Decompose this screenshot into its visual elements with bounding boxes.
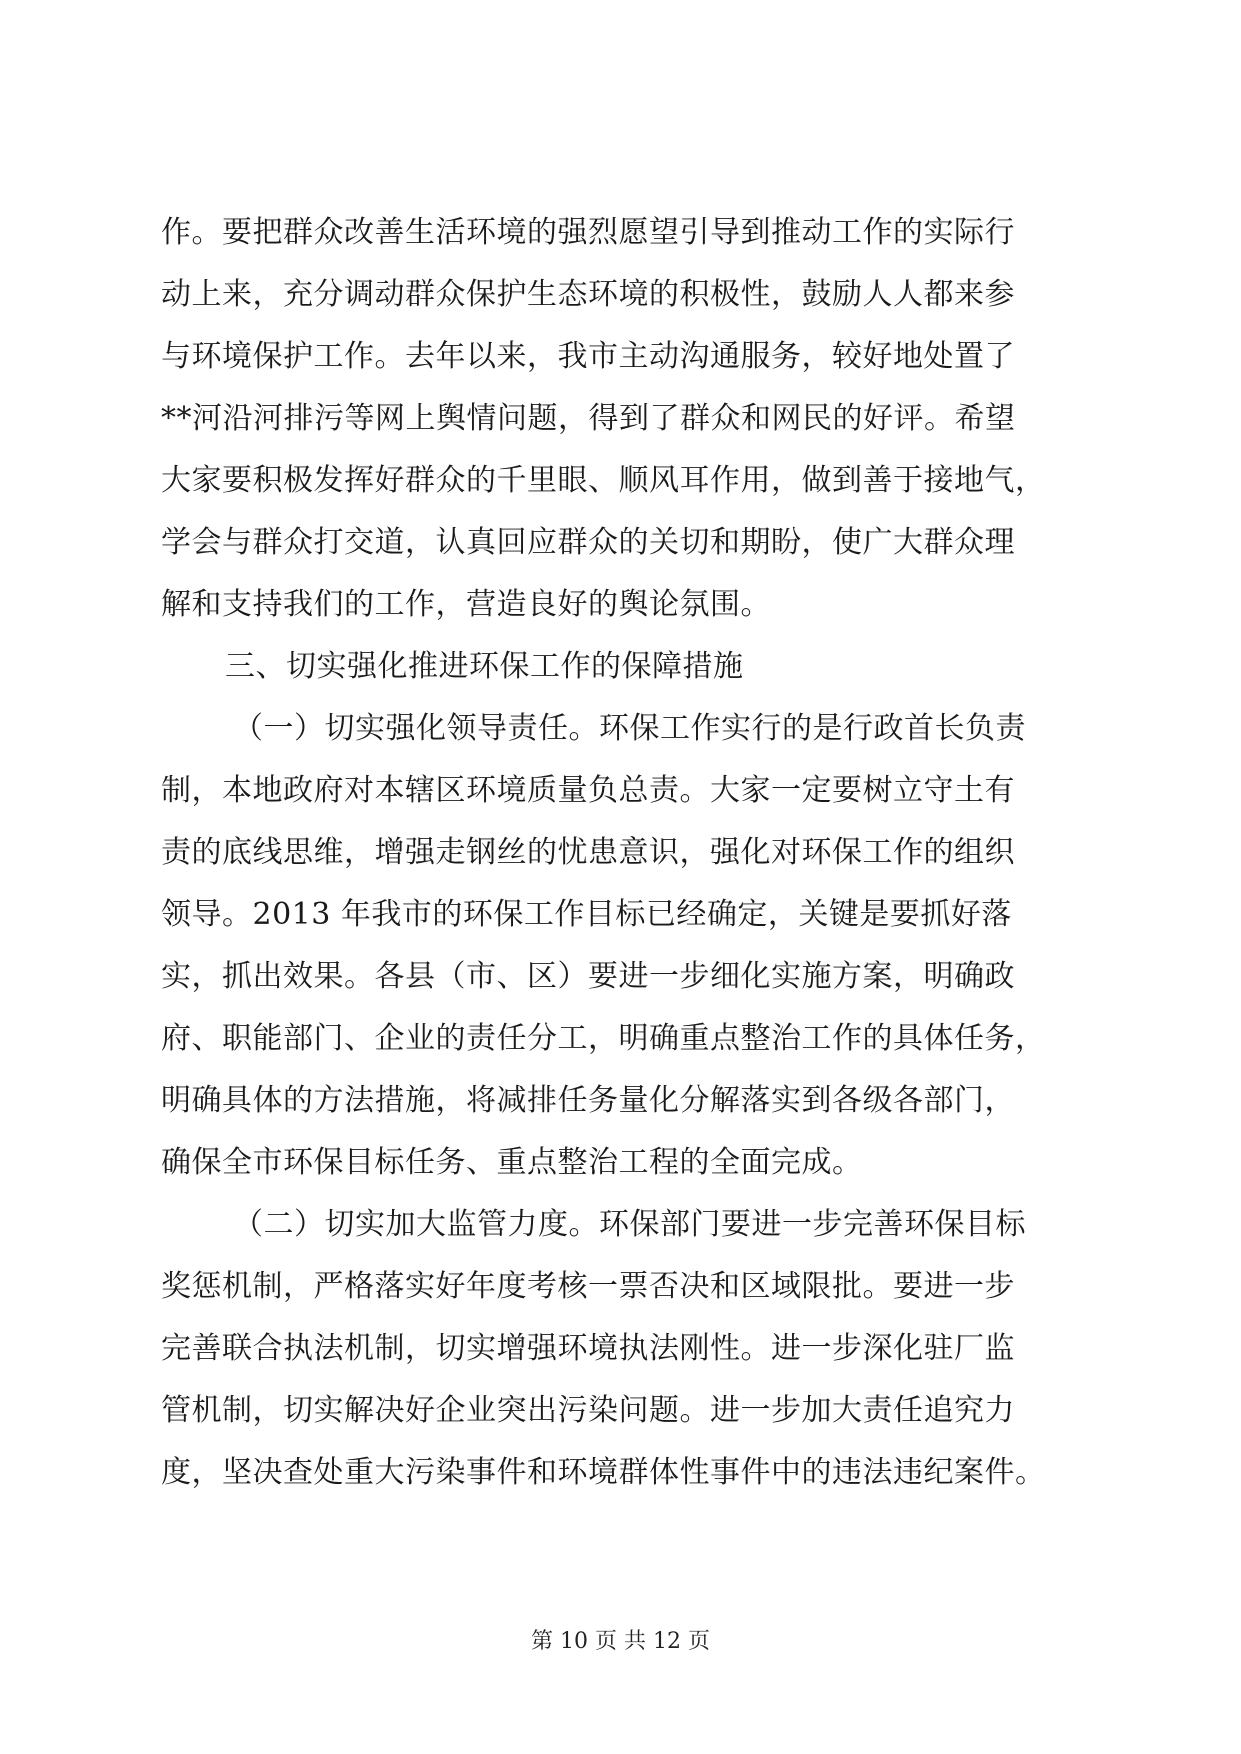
text-line-10: 制，本地政府对本辖区环境质量负总责。大家一定要树立守土有 xyxy=(161,773,1015,808)
text-line-3: 与环境保护工作。去年以来，我市主动沟通服务，较好地处置了 xyxy=(161,339,1015,374)
text-line-7: 解和支持我们的工作，营造良好的舆论氛围。 xyxy=(161,587,771,622)
text-line-13: 实，抓出效果。各县（市、区）要进一步细化实施方案，明确政 xyxy=(161,959,1015,994)
body-text xyxy=(161,202,1101,1504)
text-line-20: 管机制，切实解决好企业突出污染问题。进一步加大责任追究力 xyxy=(161,1393,1015,1428)
text-line-5: 大家要积极发挥好群众的千里眼、顺风耳作用，做到善于接地气， xyxy=(161,463,1046,498)
text-line-15: 明确具体的方法措施，将减排任务量化分解落实到各级各部门， xyxy=(161,1083,1015,1118)
text-line-18: 奖惩机制，严格落实好年度考核一票否决和区域限批。要进一步 xyxy=(161,1269,1015,1304)
text-line-16: 确保全市环保目标任务、重点整治工程的全面完成。 xyxy=(161,1145,863,1180)
text-line-11: 责的底线思维，增强走钢丝的忧患意识，强化对环保工作的组织 xyxy=(161,835,1015,870)
page-number-footer: 第 10 页 共 12 页 xyxy=(531,1629,710,1654)
text-line-2: 动上来，充分调动群众保护生态环境的积极性，鼓励人人都来参 xyxy=(161,277,1015,312)
section-heading: 三、切实强化推进环保工作的保障措施 xyxy=(225,649,744,684)
text-line-4: **河沿河排污等网上舆情问题，得到了群众和网民的好评。希望 xyxy=(161,401,1016,436)
text-line-14: 府、职能部门、企业的责任分工，明确重点整治工作的具体任务， xyxy=(161,1021,1046,1056)
text-line-12: 领导。2013 年我市的环保工作目标已经确定，关键是要抓好落 xyxy=(161,897,1012,932)
subsection-2-first-line: （二）切实加大监管力度。环保部门要进一步完善环保目标 xyxy=(233,1207,1026,1242)
text-line-19: 完善联合执法机制，切实增强环境执法刚性。进一步深化驻厂监 xyxy=(161,1331,1015,1366)
text-line-6: 学会与群众打交道，认真回应群众的关切和期盼，使广大群众理 xyxy=(161,525,1015,560)
subsection-1-first-line: （一）切实强化领导责任。环保工作实行的是行政首长负责 xyxy=(233,711,1026,746)
text-line-1: 作。要把群众改善生活环境的强烈愿望引导到推动工作的实际行 xyxy=(161,215,1015,250)
text-line-21: 度，坚决查处重大污染事件和环境群体性事件中的违法违纪案件。 xyxy=(161,1455,1046,1490)
